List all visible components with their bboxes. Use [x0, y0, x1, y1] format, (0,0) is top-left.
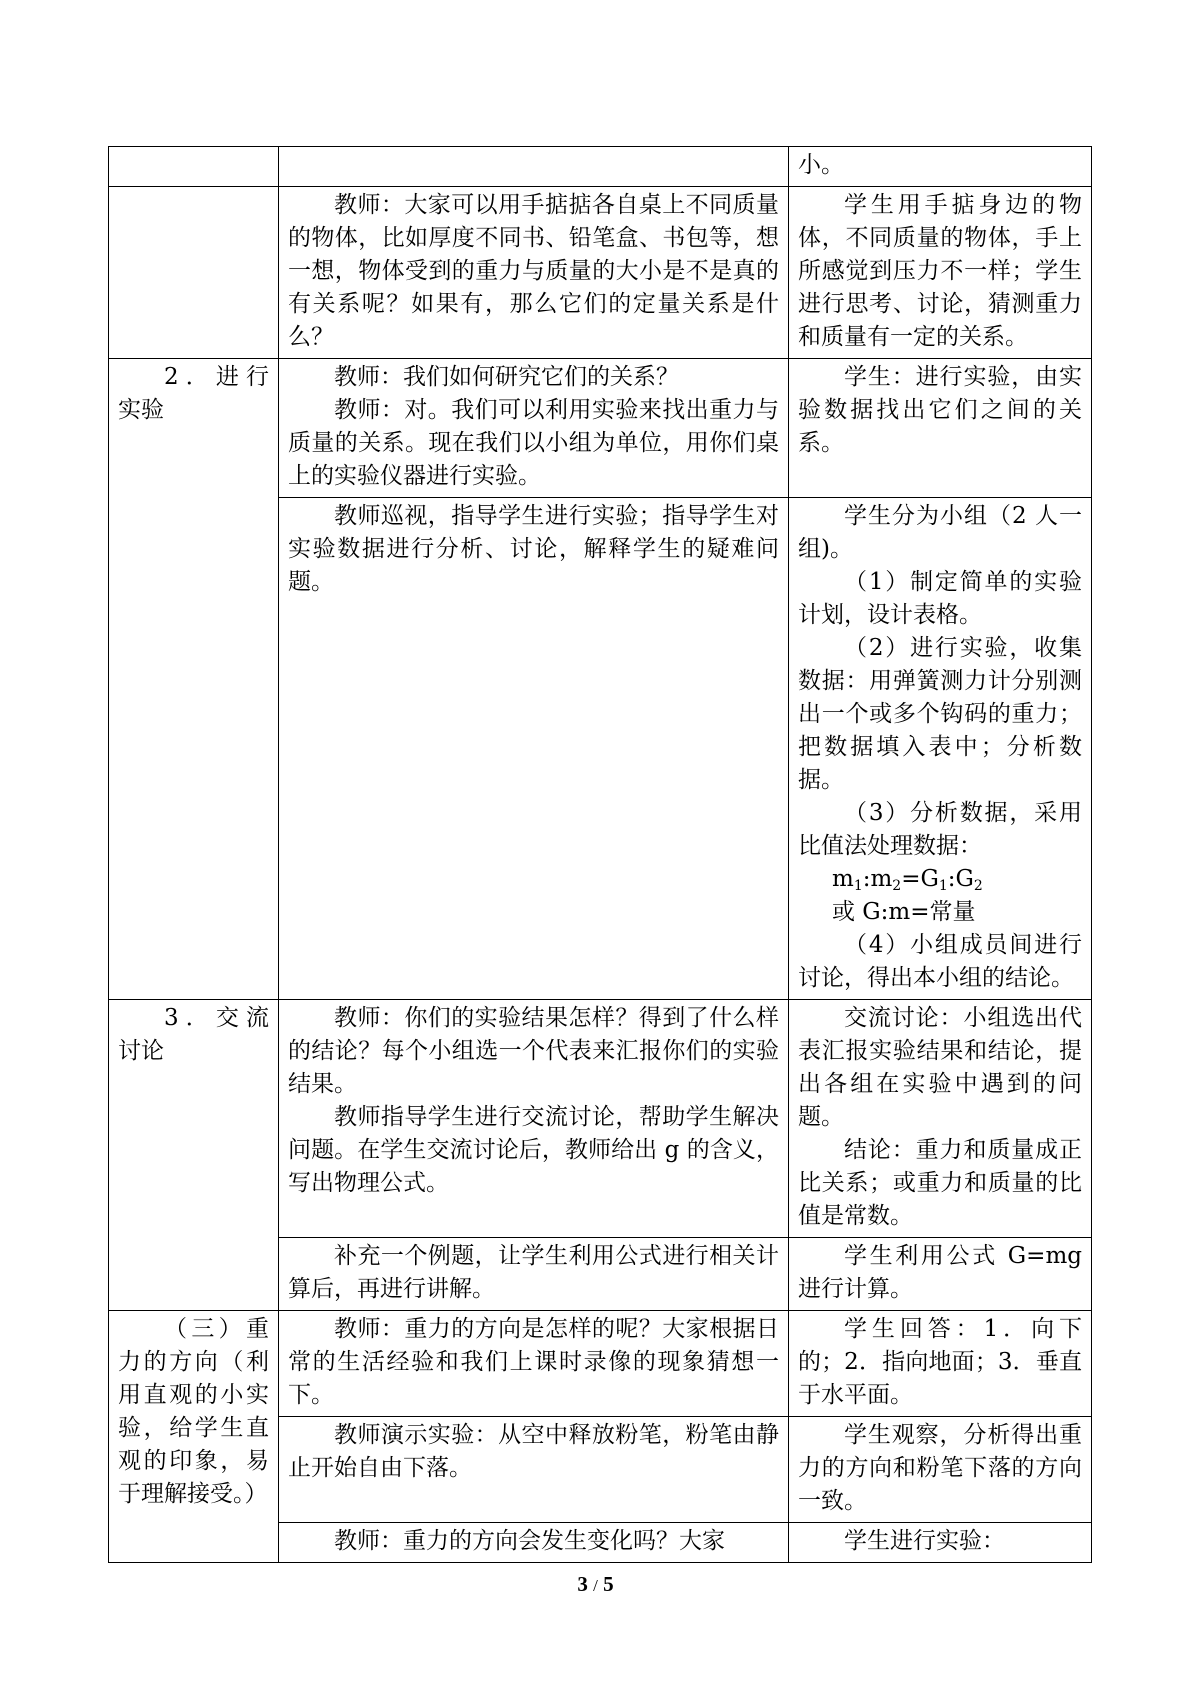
stage-cell: [109, 359, 279, 1000]
student-cell: [789, 1523, 1092, 1563]
student-cell: [789, 147, 1092, 187]
stage-cell: [109, 147, 279, 187]
student-text: 结论：重力和质量成正比关系；或重力和质量的比值是常数。: [798, 1137, 1082, 1229]
teacher-text: 教师：重力的方向是怎样的呢？大家根据日常的生活经验和我们上课时录像的现象猜想一下。: [288, 1316, 779, 1408]
lesson-plan-table: [108, 146, 1092, 1563]
student-cell: [789, 359, 1092, 498]
teacher-cell: [279, 1523, 789, 1563]
teacher-text: 教师：对。我们可以利用实验来找出重力与质量的关系。现在我们以小组为单位，用你们桌上的实验仪器进行实验。: [288, 397, 779, 489]
student-text: 学生观察，分析得出重力的方向和粉笔下落的方向一致。: [798, 1422, 1082, 1514]
student-text: 交流讨论：小组选出代表汇报实验结果和结论，提出各组在实验中遇到的问题。: [798, 1005, 1082, 1130]
teacher-cell: [279, 1000, 789, 1238]
student-text: 学生用手掂身边的物体，不同质量的物体，手上所感觉到压力不一样；学生进行思考、讨论，猜测重力和质量有一定的关系。: [798, 192, 1082, 350]
student-cell: [789, 498, 1092, 1000]
teacher-cell: [279, 1238, 789, 1311]
teacher-cell: [279, 359, 789, 498]
teacher-text: 教师：重力的方向会发生变化吗？大家: [334, 1528, 725, 1554]
teacher-text: 教师：我们如何研究它们的关系？: [334, 364, 679, 390]
teacher-cell: [279, 498, 789, 1000]
student-text: 学生进行实验：: [844, 1528, 1005, 1554]
teacher-text: 教师：大家可以用手掂掂各自桌上不同质量的物体，比如厚度不同书、铅笔盒、书包等，想一想，物体受到的重力与质量的大小是不是真的有关系呢？如果有，那么它们的定量关系是什么？: [288, 192, 779, 350]
student-cell: [789, 1417, 1092, 1523]
teacher-cell: [279, 1311, 789, 1417]
stage-cell: [109, 1311, 279, 1563]
student-text: （3）分析数据，采用比值法处理数据：: [798, 800, 1082, 859]
teacher-text: 教师指导学生进行交流讨论，帮助学生解决问题。在学生交流讨论后，教师给出 g 的含义，写出物理公式。: [288, 1104, 779, 1196]
stage-label: 3．交流讨论: [118, 1005, 269, 1064]
stage-cell: [109, 187, 279, 359]
stage-label: （三）重力的方向（利用直观的小实验，给学生直观的印象，易于理解接受。）: [118, 1316, 269, 1507]
teacher-text: 教师演示实验：从空中释放粉笔，粉笔由静止开始自由下落。: [288, 1422, 779, 1481]
student-text: 学生回答：1．向下的；2．指向地面；3．垂直于水平面。: [798, 1316, 1082, 1408]
ratio-formula: $m_1:m_2=G_1:G_2$: [832, 866, 983, 894]
teacher-cell: [279, 187, 789, 359]
teacher-text: 补充一个例题，让学生利用公式进行相关计算后，再进行讲解。: [288, 1243, 779, 1302]
student-text: 学生：进行实验，由实验数据找出它们之间的关系。: [798, 364, 1082, 456]
student-cell: [789, 1311, 1092, 1417]
table-row: [109, 147, 1092, 187]
student-text: （4）小组成员间进行讨论，得出本小组的结论。: [798, 932, 1082, 991]
stage-cell: [109, 1000, 279, 1311]
student-cell: [789, 1238, 1092, 1311]
student-cell: [789, 187, 1092, 359]
student-text: 学生分为小组（2 人一组)。: [798, 503, 1082, 562]
student-text: 或 G:m=常量: [832, 899, 976, 925]
teacher-text: 教师巡视，指导学生进行实验；指导学生对实验数据进行分析、讨论，解释学生的疑难问题。: [288, 503, 779, 595]
table-row: [109, 187, 1092, 359]
table-row: [109, 1311, 1092, 1417]
student-cell: [789, 1000, 1092, 1238]
teacher-text: 教师：你们的实验结果怎样？得到了什么样的结论？每个小组选一个代表来汇报你们的实验结果。: [288, 1005, 779, 1097]
student-text: 学生利用公式 G=mg 进行计算。: [798, 1243, 1082, 1302]
page-number: 3 / 5: [577, 1572, 614, 1596]
student-text: （2）进行实验，收集数据：用弹簧测力计分别测出一个或多个钩码的重力；把数据填入表中；分析数据。: [798, 635, 1082, 793]
table-row: [109, 1000, 1092, 1238]
teacher-cell: [279, 147, 789, 187]
student-text: （1）制定简单的实验计划，设计表格。: [798, 569, 1082, 628]
teacher-cell: [279, 1417, 789, 1523]
table-row: [109, 359, 1092, 498]
stage-label: 2．进行实验: [118, 364, 269, 423]
student-text: 小。: [798, 152, 844, 178]
